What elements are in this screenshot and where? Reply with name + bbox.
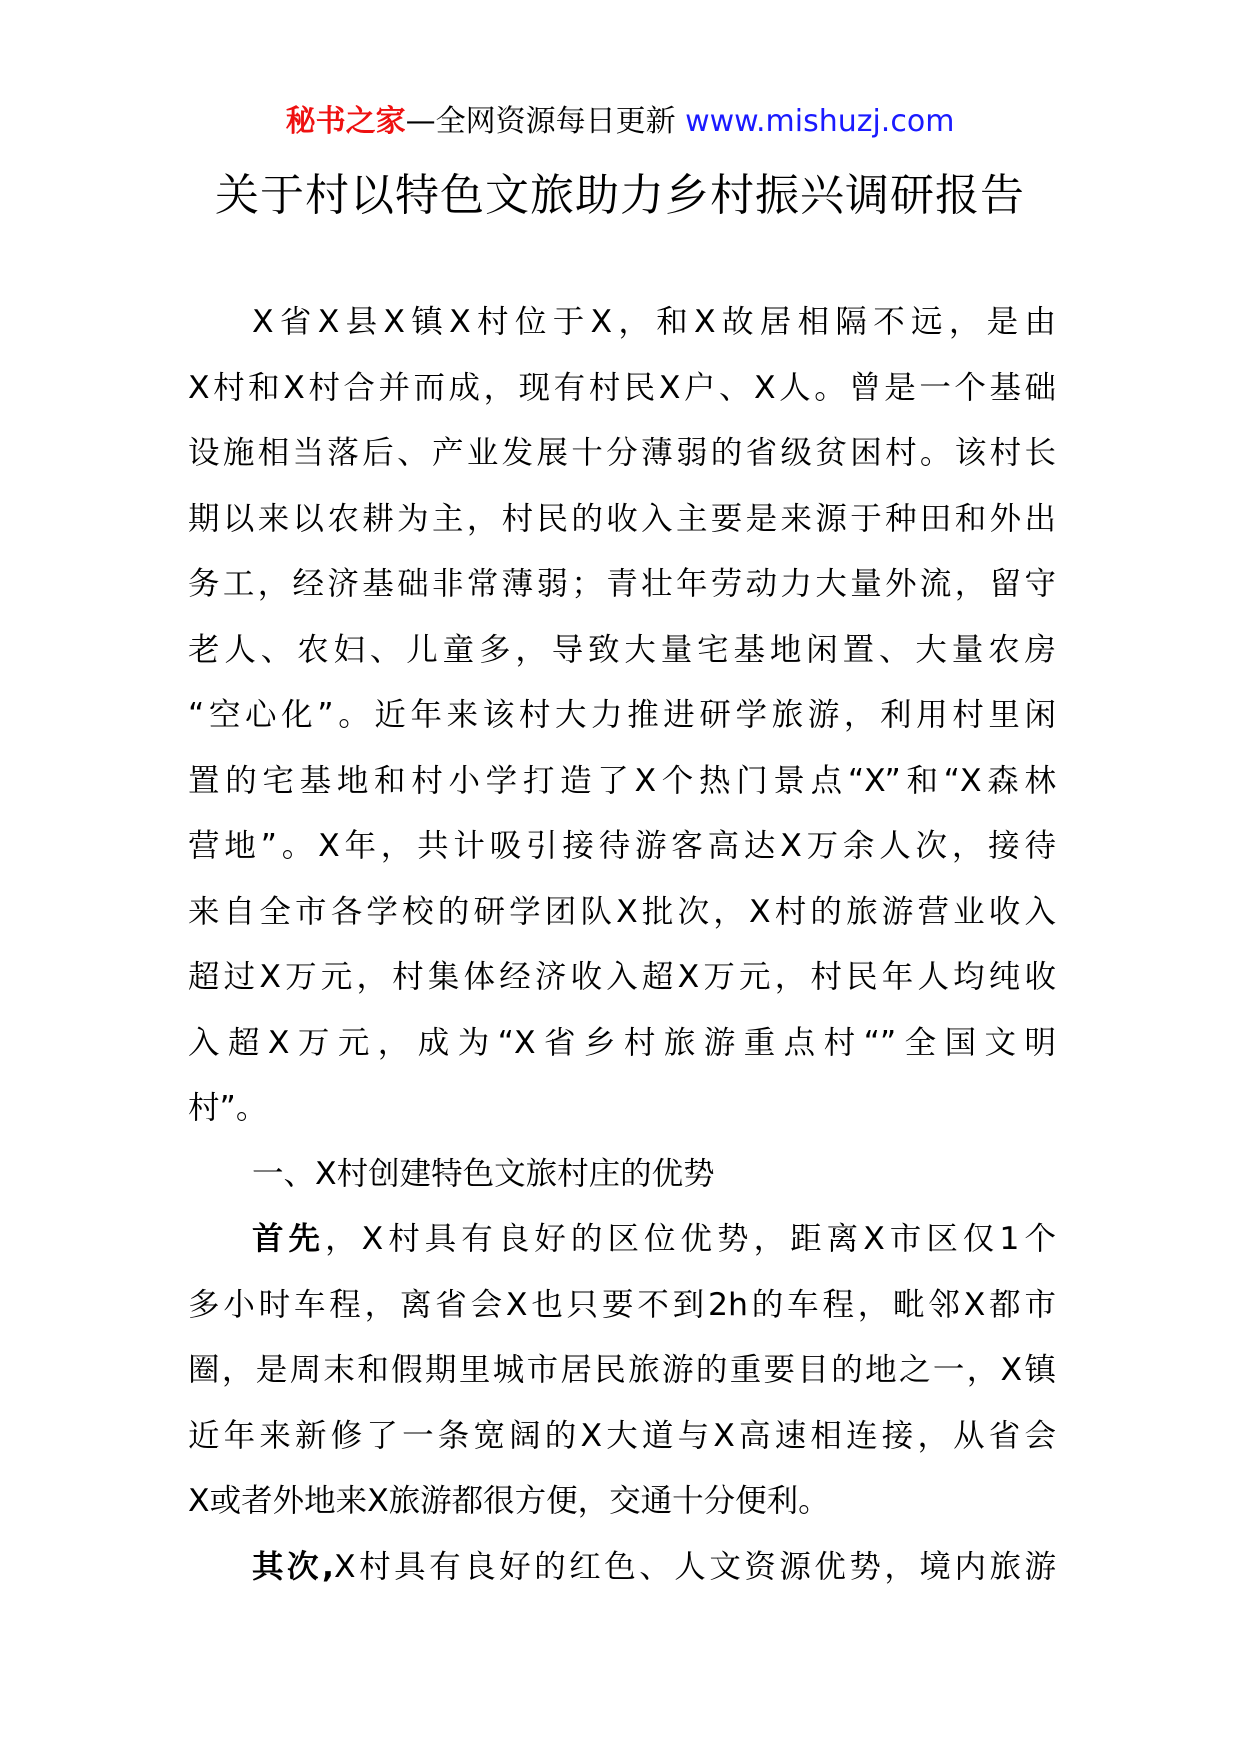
text-line: “空心化”。近年来该村大力推进研学旅游，利用村里闲 bbox=[188, 697, 1056, 733]
text-span: X村具有良好的红色、人文资源优势，境内旅游 bbox=[334, 1548, 1056, 1585]
text-line: 来自全市各学校的研学团队X批次，X村的旅游营业收入 bbox=[188, 893, 1056, 930]
text-line: 村”。 bbox=[188, 1090, 268, 1126]
text-line: X村和X村合并而成，现有村民X户、X人。曾是一个基础 bbox=[188, 369, 1056, 406]
text-line: 老人、农妇、儿童多，导致大量宅基地闲置、大量农房 bbox=[188, 631, 1056, 668]
document-body bbox=[188, 290, 1056, 1600]
document-title: 关于村以特色文旅助力乡村振兴调研报告 bbox=[215, 170, 1025, 221]
paragraph-location-advantage bbox=[188, 1207, 1056, 1535]
text-line: 入超X万元，成为“X省乡村旅游重点村“”全国文明 bbox=[188, 1024, 1056, 1061]
site-brand[interactable]: 秘书之家 bbox=[285, 104, 406, 139]
text-line: 多小时车程，离省会X也只要不到2h的车程，毗邻X都市 bbox=[188, 1286, 1056, 1323]
text-line: X省X县X镇X村位于X，和X故居相隔不远，是由 bbox=[252, 304, 1056, 340]
text-line bbox=[188, 1535, 1056, 1601]
text-line: 设施相当落后、产业发展十分薄弱的省级贫困村。该村长 bbox=[188, 435, 1056, 471]
paragraph-resource-advantage bbox=[188, 1535, 1056, 1601]
site-header bbox=[0, 102, 1240, 142]
text-line: 期以来以农耕为主，村民的收入主要是来源于种田和外出 bbox=[188, 500, 1056, 537]
text-line: 圈，是周末和假期里城市居民旅游的重要目的地之一，X镇 bbox=[188, 1352, 1056, 1388]
site-tagline: —全网资源每日更新 bbox=[405, 104, 676, 139]
text-line: 务工，经济基础非常薄弱；青壮年劳动力大量外流，留守 bbox=[188, 566, 1056, 602]
text-line: 置的宅基地和村小学打造了X个热门景点“X”和“X森林 bbox=[188, 762, 1056, 799]
text-line: 近年来新修了一条宽阔的X大道与X高速相连接，从省会 bbox=[188, 1417, 1056, 1454]
paragraph-lead: 其次, bbox=[252, 1548, 335, 1585]
section-heading: 一、X村创建特色文旅村庄的优势 bbox=[252, 1155, 715, 1192]
paragraph-intro bbox=[188, 290, 1056, 1142]
paragraph-lead: 首先 bbox=[252, 1221, 326, 1257]
site-url-link[interactable]: www.mishuzj.com bbox=[675, 104, 955, 139]
text-line: X或者外地来X旅游都很方便，交通十分便利。 bbox=[188, 1483, 830, 1519]
text-span: ，X村具有良好的区位优势，距离X市区仅1个 bbox=[325, 1221, 1056, 1257]
text-line: 超过X万元，村集体经济收入超X万元，村民年人均纯收 bbox=[188, 959, 1056, 995]
text-line bbox=[188, 1207, 1056, 1273]
text-line: 营地”。X年，共计吸引接待游客高达X万余人次，接待 bbox=[188, 828, 1056, 864]
